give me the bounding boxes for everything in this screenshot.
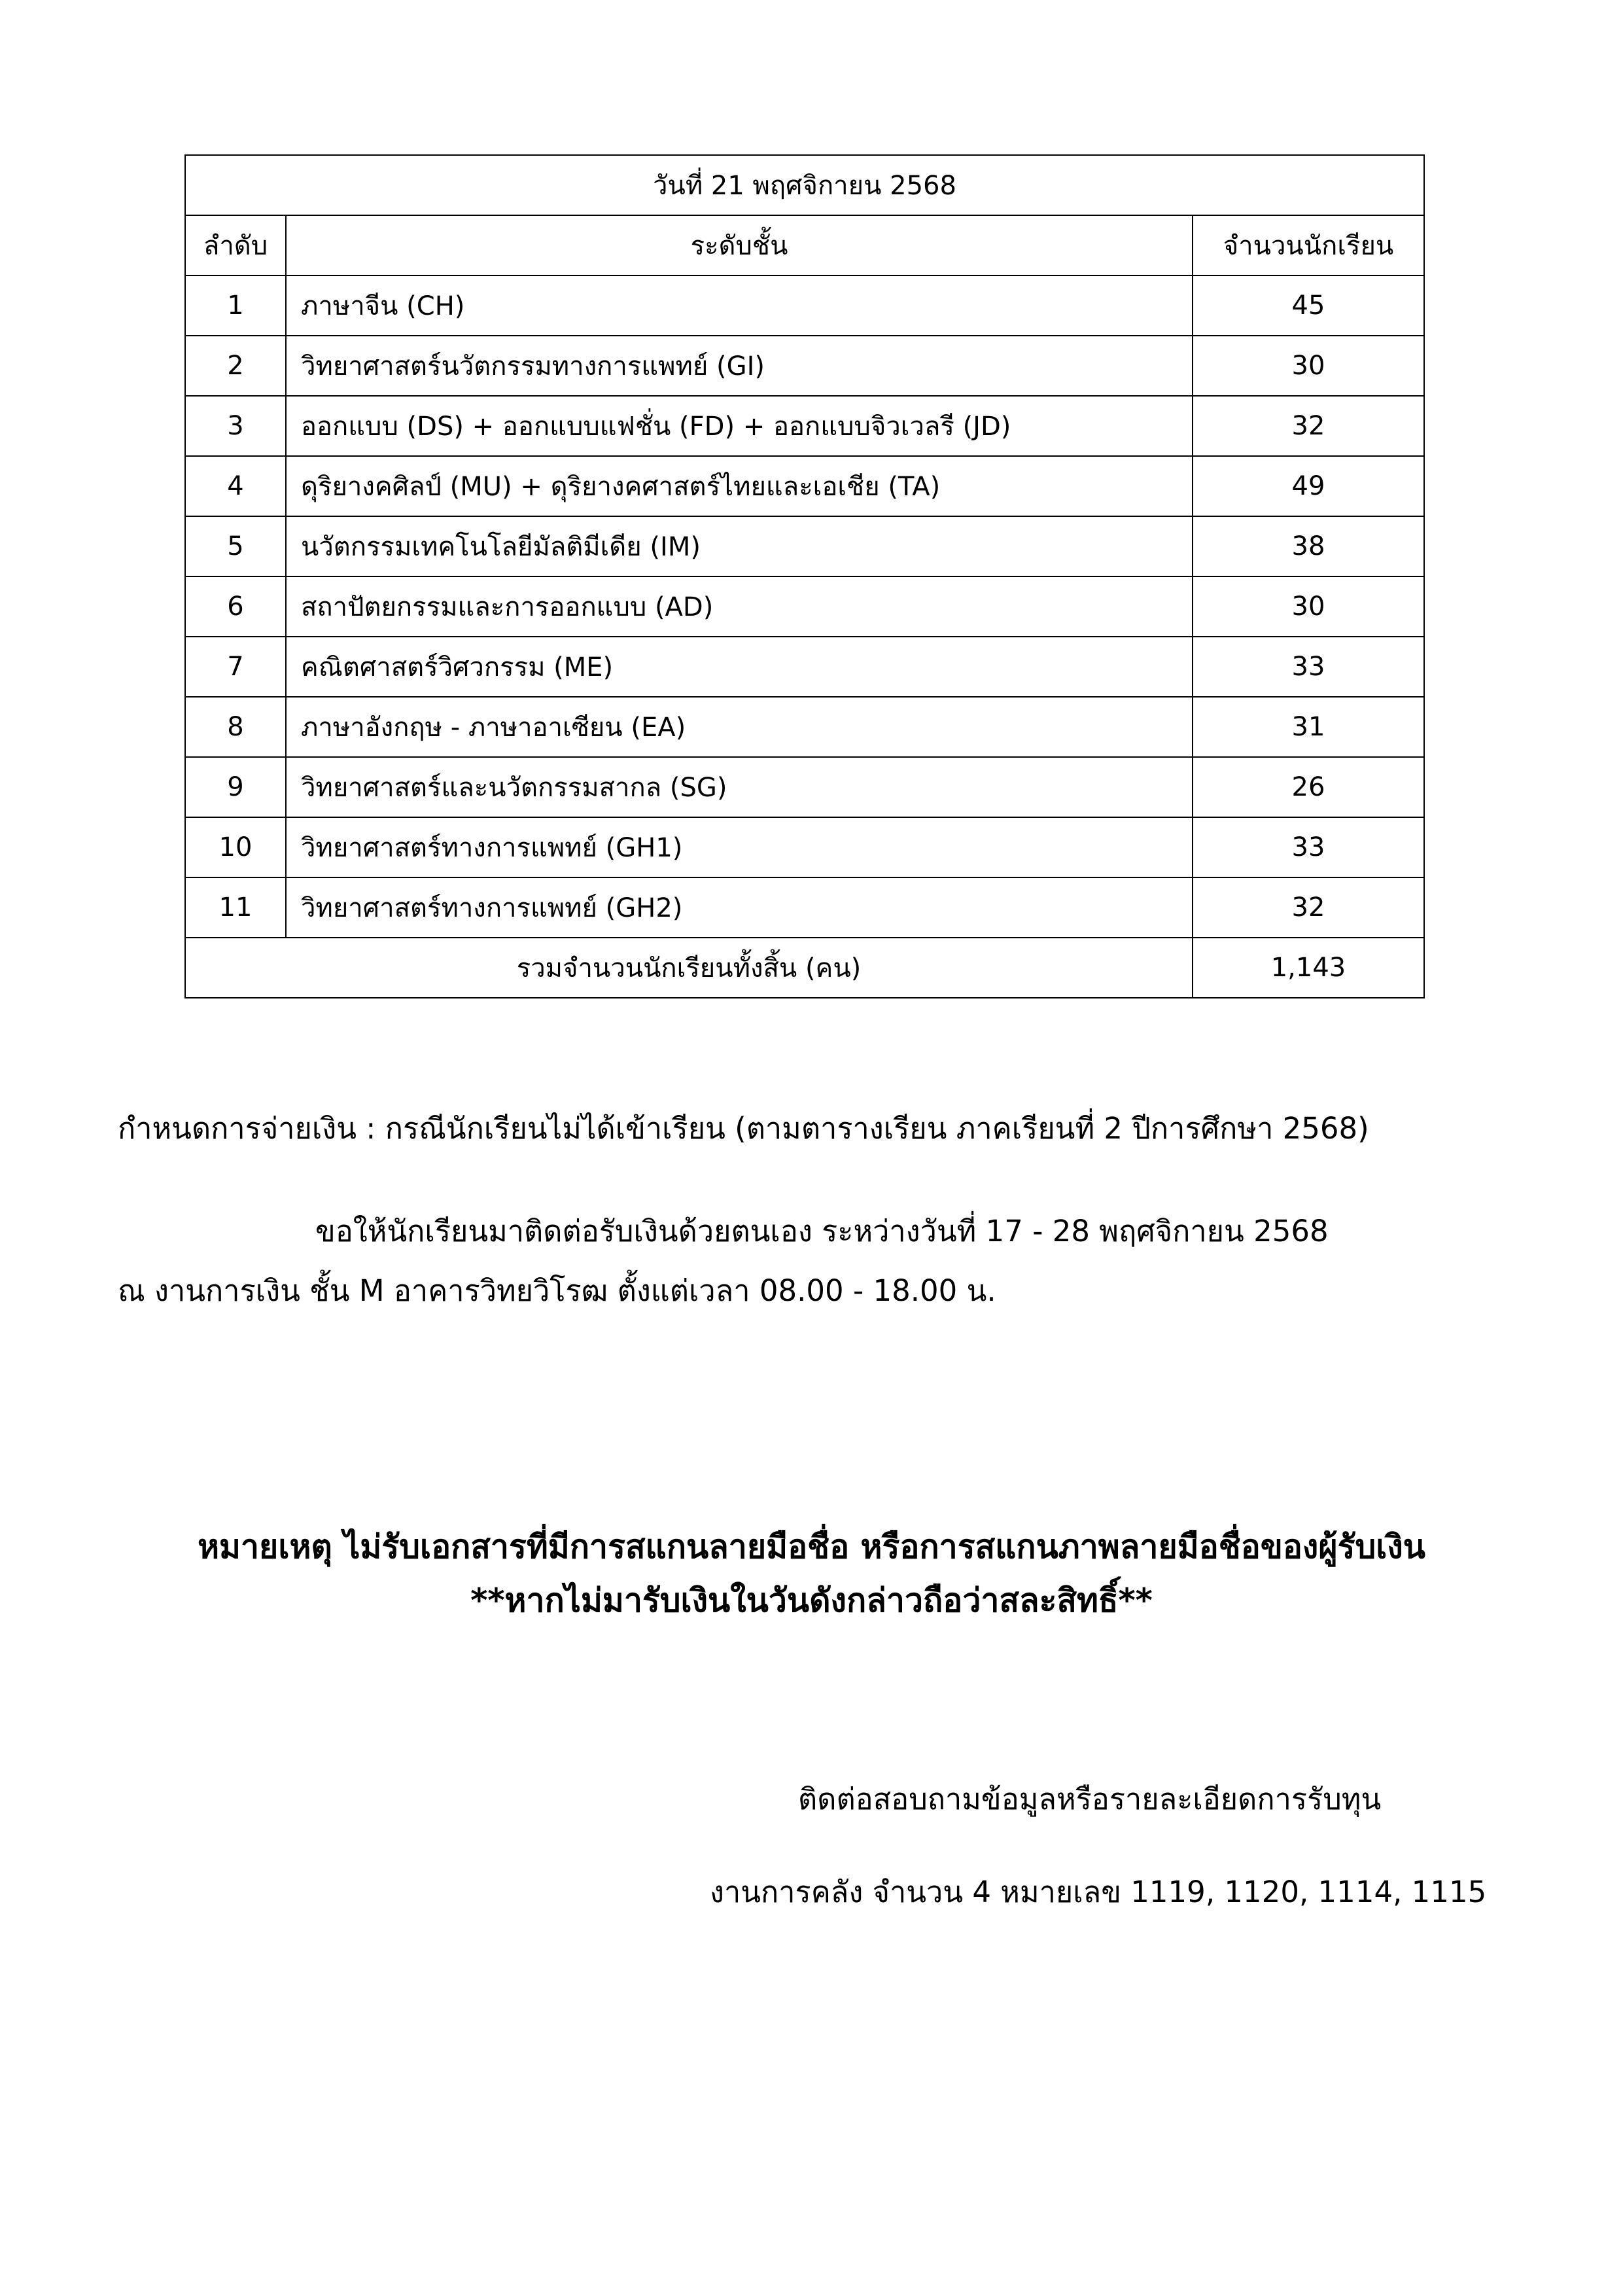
row-level: วิทยาศาสตร์และนวัตกรรมสากล (SG)	[286, 757, 1193, 817]
table-row	[185, 757, 1424, 817]
row-number: 6	[185, 576, 286, 637]
row-count: 32	[1193, 877, 1424, 938]
row-number: 8	[185, 697, 286, 757]
row-level: ดุริยางคศิลป์ (MU) + ดุริยางคศาสตร์ไทยและเอเชีย (TA)	[286, 456, 1193, 516]
row-number: 2	[185, 336, 286, 396]
row-count: 33	[1193, 637, 1424, 697]
contact-line-2: งานการคลัง จำนวน 4 หมายเลข 1119, 1120, 1114, 1115	[710, 1875, 1487, 1909]
table-date-row	[185, 155, 1424, 215]
row-count: 32	[1193, 396, 1424, 456]
table-row	[185, 637, 1424, 697]
instruction-line-2: ณ งานการเงิน ชั้น M อาคารวิทยวิโรฒ ตั้งแต่เวลา 08.00 - 18.00 น.	[118, 1273, 996, 1308]
column-header-count: จำนวนนักเรียน	[1193, 215, 1424, 275]
row-level: วิทยาศาสตร์ทางการแพทย์ (GH2)	[286, 877, 1193, 938]
contact-line-1: ติดต่อสอบถามข้อมูลหรือรายละเอียดการรับทุน	[798, 1782, 1382, 1816]
row-level: วิทยาศาสตร์นวัตกรรมทางการแพทย์ (GI)	[286, 336, 1193, 396]
row-level: นวัตกรรมเทคโนโลยีมัลติมีเดีย (IM)	[286, 516, 1193, 576]
row-count: 30	[1193, 576, 1424, 637]
row-level: ภาษาจีน (CH)	[286, 275, 1193, 336]
table-row	[185, 516, 1424, 576]
column-header-level: ระดับชั้น	[286, 215, 1193, 275]
row-count: 45	[1193, 275, 1424, 336]
note-line-1: หมายเหตุ ไม่รับเอกสารที่มีการสแกนลายมือชื่อ หรือการสแกนภาพลายมือชื่อของผู้รับเงิน	[198, 1528, 1425, 1566]
note-line-2: **หากไม่มารับเงินในวันดังกล่าวถือว่าสละสิทธิ์**	[470, 1581, 1153, 1619]
instruction-line-1: ขอให้นักเรียนมาติดต่อรับเงินด้วยตนเอง ระหว่างวันที่ 17 - 28 พฤศจิกายน 2568	[315, 1214, 1329, 1248]
table-date-header: วันที่ 21 พฤศจิกายน 2568	[185, 155, 1424, 215]
table-row	[185, 336, 1424, 396]
row-number: 11	[185, 877, 286, 938]
row-count: 31	[1193, 697, 1424, 757]
table-header-row	[185, 215, 1424, 275]
row-number: 5	[185, 516, 286, 576]
table-row	[185, 877, 1424, 938]
row-number: 3	[185, 396, 286, 456]
table-row	[185, 456, 1424, 516]
row-number: 1	[185, 275, 286, 336]
payment-schedule-text: กำหนดการจ่ายเงิน : กรณีนักเรียนไม่ได้เข้าเรียน (ตามตารางเรียน ภาคเรียนที่ 2 ปีการศึกษา 2568)	[118, 1111, 1369, 1146]
student-count-table	[184, 154, 1425, 998]
row-level: วิทยาศาสตร์ทางการแพทย์ (GH1)	[286, 817, 1193, 877]
table-total-row	[185, 938, 1424, 998]
row-count: 49	[1193, 456, 1424, 516]
table-row	[185, 697, 1424, 757]
row-level: คณิตศาสตร์วิศวกรรม (ME)	[286, 637, 1193, 697]
total-label: รวมจำนวนนักเรียนทั้งสิ้น (คน)	[185, 938, 1193, 998]
row-number: 7	[185, 637, 286, 697]
column-header-order: ลำดับ	[185, 215, 286, 275]
row-count: 30	[1193, 336, 1424, 396]
row-level: สถาปัตยกรรมและการออกแบบ (AD)	[286, 576, 1193, 637]
row-number: 10	[185, 817, 286, 877]
table-row	[185, 576, 1424, 637]
row-level: ออกแบบ (DS) + ออกแบบแฟชั่น (FD) + ออกแบบจิวเวลรี (JD)	[286, 396, 1193, 456]
table-row	[185, 396, 1424, 456]
table-row	[185, 275, 1424, 336]
row-count: 26	[1193, 757, 1424, 817]
row-count: 33	[1193, 817, 1424, 877]
row-number: 9	[185, 757, 286, 817]
total-value: 1,143	[1193, 938, 1424, 998]
row-level: ภาษาอังกฤษ - ภาษาอาเซียน (EA)	[286, 697, 1193, 757]
table-row	[185, 817, 1424, 877]
row-count: 38	[1193, 516, 1424, 576]
row-number: 4	[185, 456, 286, 516]
